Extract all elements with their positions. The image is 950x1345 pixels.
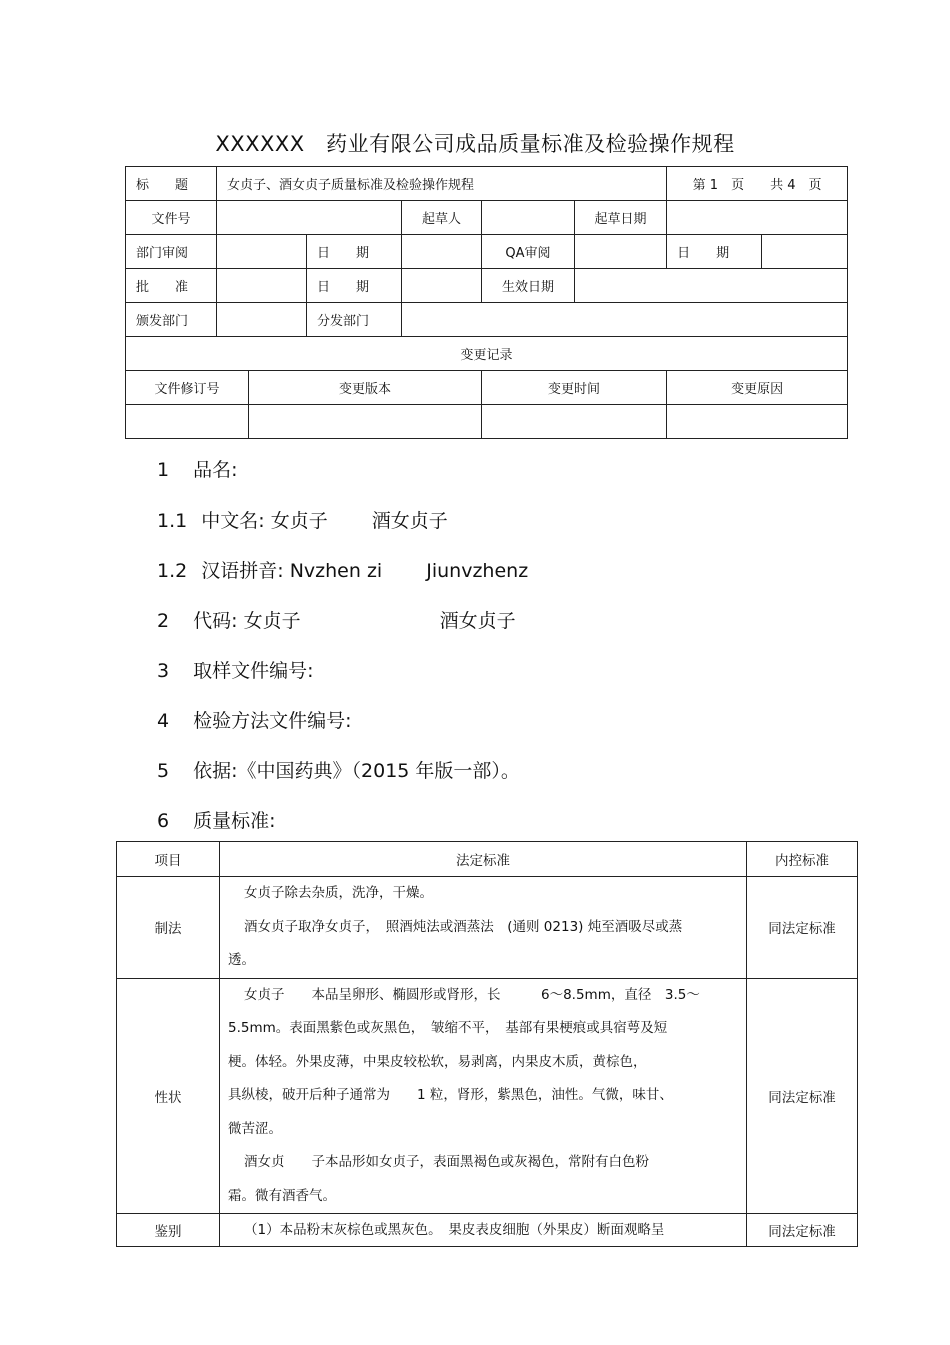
- qa-review-label: QA审阅: [482, 235, 575, 269]
- standard-line: 微苦涩。: [228, 1120, 282, 1137]
- doc-no-label: 文件号: [126, 201, 217, 235]
- section-heading: [157, 806, 276, 833]
- section-number: 1.2: [157, 560, 188, 582]
- row-item: 制法: [117, 877, 220, 979]
- section-heading: [157, 506, 448, 533]
- change-col-version: 变更版本: [249, 371, 482, 405]
- section-number: 1.1: [157, 510, 188, 532]
- col-header-legal: 法定标准: [220, 842, 747, 877]
- section-number: 3: [157, 660, 170, 682]
- section-heading: [157, 656, 314, 683]
- qa-review-value: [575, 235, 667, 269]
- standard-line: 女贞子除去杂质，洗净，干燥。: [244, 885, 433, 901]
- section-number: 6: [157, 810, 170, 832]
- dist-dept-value: [402, 303, 848, 337]
- effective-date-value: [575, 269, 848, 303]
- standard-line: 酒女贞子取净女贞子， 照酒炖法或酒蒸法 (通则 0213) 炖至酒吸尽或蒸: [244, 918, 683, 935]
- change-col-time: 变更时间: [482, 371, 667, 405]
- date-label: 日 期: [307, 269, 402, 303]
- change-col-reason: 变更原因: [667, 371, 848, 405]
- section-text: 依据:《中国药典》（2015 年版一部）。: [193, 760, 520, 782]
- draft-date-value: [667, 201, 848, 235]
- row-internal-standard: 同法定标准: [747, 877, 858, 979]
- effective-date-label: 生效日期: [482, 269, 575, 303]
- col-header-internal: 内控标准: [747, 842, 858, 877]
- row-item: 性状: [117, 978, 220, 1214]
- standard-line: 酒女贞 子本品形如女贞子，表面黑褐色或灰褐色，常附有白色粉: [244, 1154, 649, 1170]
- change-cell: [667, 405, 848, 439]
- col-header-item: 项目: [117, 842, 220, 877]
- section-number: 4: [157, 710, 170, 732]
- row-legal-standard: [220, 877, 747, 979]
- drafter-value: [482, 201, 575, 235]
- standard-line: 霜。微有酒香气。: [228, 1187, 336, 1204]
- standard-line: 具纵棱，破开后种子通常为 1 粒，肾形，紫黑色，油性。气微，味甘、: [228, 1087, 673, 1103]
- change-cell: [126, 405, 249, 439]
- draft-date-label: 起草日期: [575, 201, 667, 235]
- quality-standard-table: [116, 841, 858, 1247]
- dept-review-label: 部门审阅: [126, 235, 217, 269]
- section-number: 1: [157, 459, 170, 481]
- dept-review-value: [217, 235, 307, 269]
- section-text: 品名:: [193, 459, 238, 481]
- section-heading: [157, 556, 528, 583]
- section-heading: [157, 455, 238, 482]
- document-title: XXXXXX 药业有限公司成品质量标准及检验操作规程: [215, 132, 735, 156]
- standard-line: 梗。体轻。外果皮薄，中果皮较松软，易剥离，内果皮木质，黄棕色，: [228, 1053, 647, 1070]
- row-internal-standard: 同法定标准: [747, 978, 858, 1214]
- date-value: [402, 235, 482, 269]
- standard-line: 5.5mm。表面黑紫色或灰黑色， 皱缩不平， 基部有果梗痕或具宿萼及短: [228, 1020, 668, 1036]
- section-number: 2: [157, 610, 170, 632]
- standard-line: （1）本品粉末灰棕色或黑灰色。 果皮表皮细胞（外果皮）断面观略呈: [244, 1221, 665, 1238]
- change-col-revision: 文件修订号: [126, 371, 249, 405]
- section-heading: [157, 606, 516, 633]
- document-header-table: [125, 166, 848, 439]
- section-text: 汉语拼音: Nvzhen zi Jiunvzhenz: [201, 560, 529, 582]
- row-internal-standard: 同法定标准: [747, 1214, 858, 1247]
- drafter-label: 起草人: [402, 201, 482, 235]
- section-text: 代码: 女贞子 酒女贞子: [193, 610, 516, 632]
- section-text: 质量标准:: [193, 810, 276, 832]
- approve-label: 批 准: [126, 269, 217, 303]
- date-label: 日 期: [307, 235, 402, 269]
- section-number: 5: [157, 760, 170, 782]
- date-label: 日 期: [667, 235, 762, 269]
- issue-dept-value: [217, 303, 307, 337]
- standard-line: 透。: [228, 952, 255, 968]
- title-value: 女贞子、酒女贞子质量标准及检验操作规程: [217, 167, 667, 201]
- section-heading: [157, 706, 352, 733]
- page-info: 第 1 页 共 4 页: [667, 167, 848, 201]
- row-legal-standard: [220, 978, 747, 1214]
- issue-dept-label: 颁发部门: [126, 303, 217, 337]
- dist-dept-label: 分发部门: [307, 303, 402, 337]
- approve-value: [217, 269, 307, 303]
- date-value: [402, 269, 482, 303]
- standard-line: 女贞子 本品呈卵形、椭圆形或肾形，长 6～8.5mm，直径 3.5～: [244, 986, 700, 1003]
- change-cell: [482, 405, 667, 439]
- row-item: 鉴别: [117, 1214, 220, 1247]
- title-label: 标 题: [126, 167, 217, 201]
- section-text: 检验方法文件编号:: [193, 710, 352, 732]
- section-heading: [157, 756, 520, 783]
- change-record-label: 变更记录: [126, 337, 848, 371]
- date-value: [762, 235, 848, 269]
- row-legal-standard: [220, 1214, 747, 1247]
- doc-no-value: [217, 201, 402, 235]
- change-cell: [249, 405, 482, 439]
- section-text: 中文名: 女贞子 酒女贞子: [201, 510, 448, 532]
- section-text: 取样文件编号:: [193, 660, 314, 682]
